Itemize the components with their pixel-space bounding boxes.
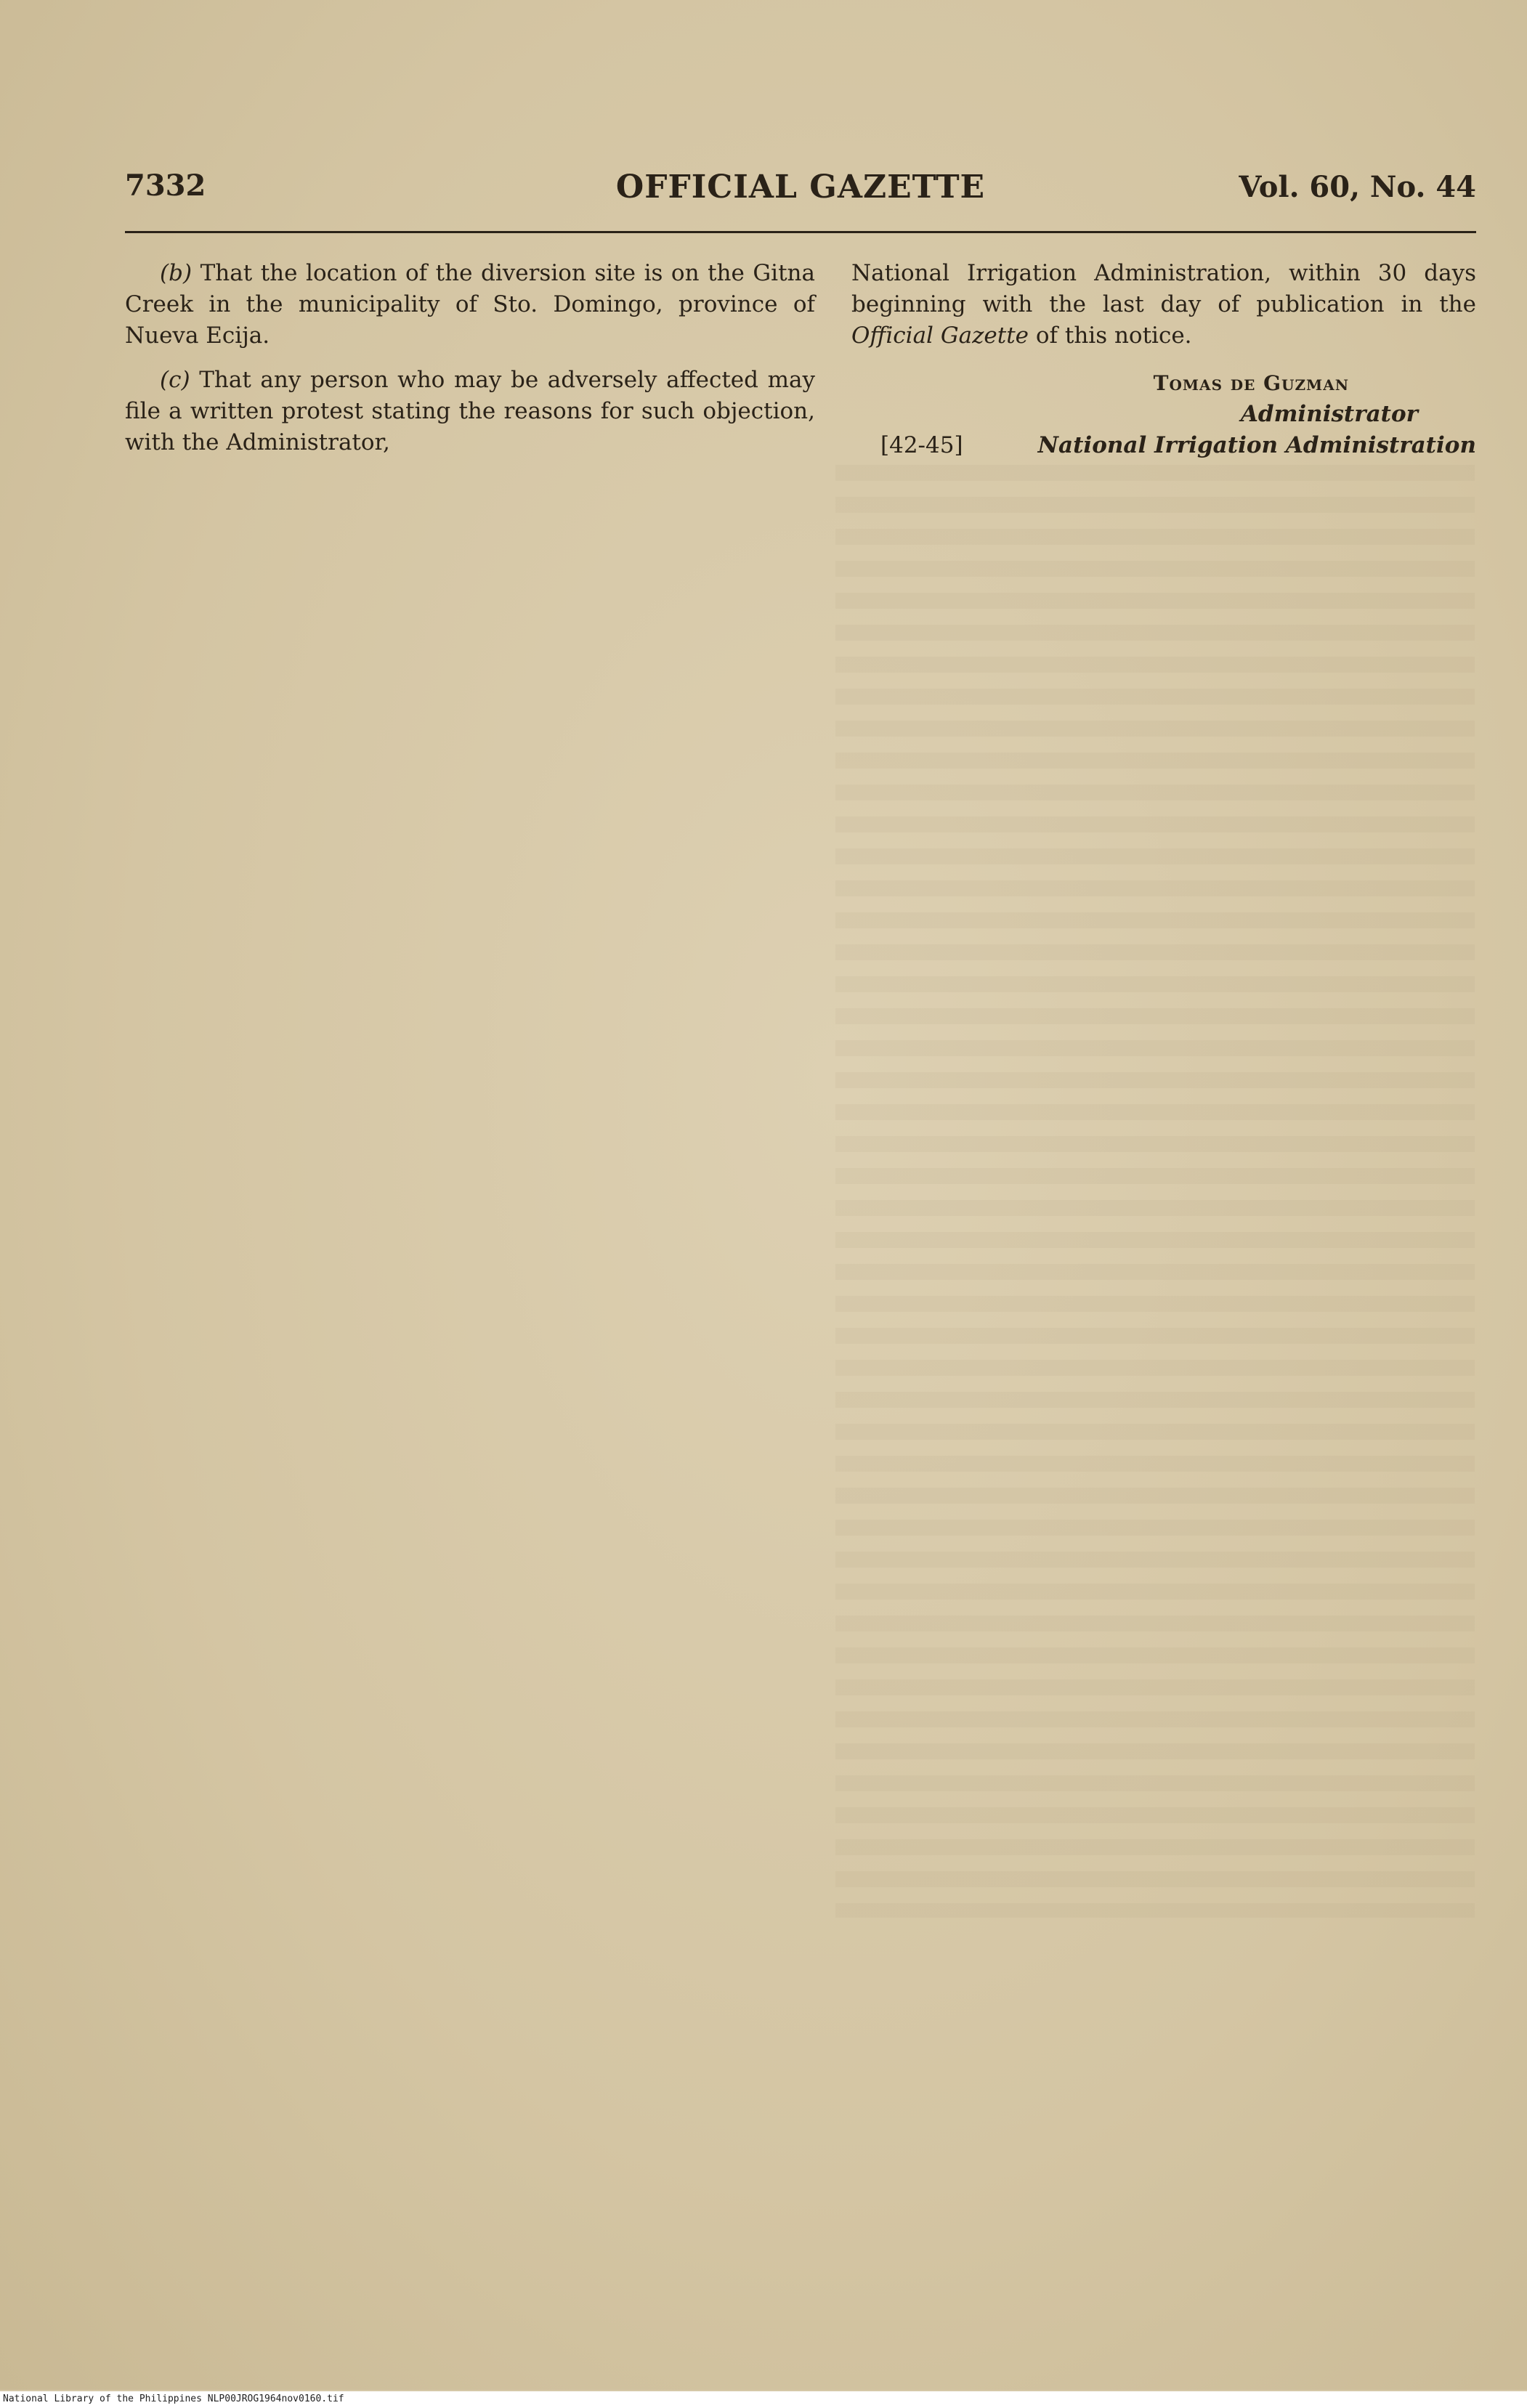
signatory-name: Tomas de Guzman [1153, 371, 1349, 395]
signatory-organization: National Irrigation Administration [1037, 432, 1476, 458]
paragraph-b-label: (b) [160, 260, 193, 286]
signature-line [851, 430, 1476, 461]
bleed-through-texture [835, 465, 1475, 1918]
header-rule [125, 231, 1476, 233]
page-number: 7332 [125, 169, 206, 203]
signature-block [851, 368, 1476, 461]
scan-footer [0, 2391, 1527, 2408]
volume-issue: Vol. 60, No. 44 [1239, 170, 1476, 204]
paragraph-b [125, 258, 815, 352]
left-column [125, 258, 815, 471]
paragraph-c [125, 365, 815, 458]
gazette-name: Official Gazette [851, 323, 1029, 349]
paragraph-c-label: (c) [160, 367, 190, 393]
issue-reference: [42-45] [880, 432, 963, 458]
page-header [125, 169, 1476, 212]
continuation-paragraph [851, 258, 1476, 352]
publication-title: OFFICIAL GAZETTE [615, 169, 986, 206]
right-column [851, 258, 1476, 461]
signatory-title: Administrator [1240, 401, 1418, 427]
paragraph-b-text: That the location of the diversion site is on the Gitna Creek in the municipality of Sto. Domingo, province of Nueva Ecija. [125, 260, 815, 349]
scan-source-line: National Library of the Philippines NLP00JROG1964nov0160.tif [3, 2393, 344, 2404]
continuation-text: National Irrigation Administration, within 30 days beginning with the last day of publication in the [851, 260, 1476, 317]
closing-text: of this notice. [1035, 323, 1192, 349]
paragraph-c-text: That any person who may be adversely affected may file a written protest stating the reasons for such objection, with the Administrator, [125, 367, 815, 455]
